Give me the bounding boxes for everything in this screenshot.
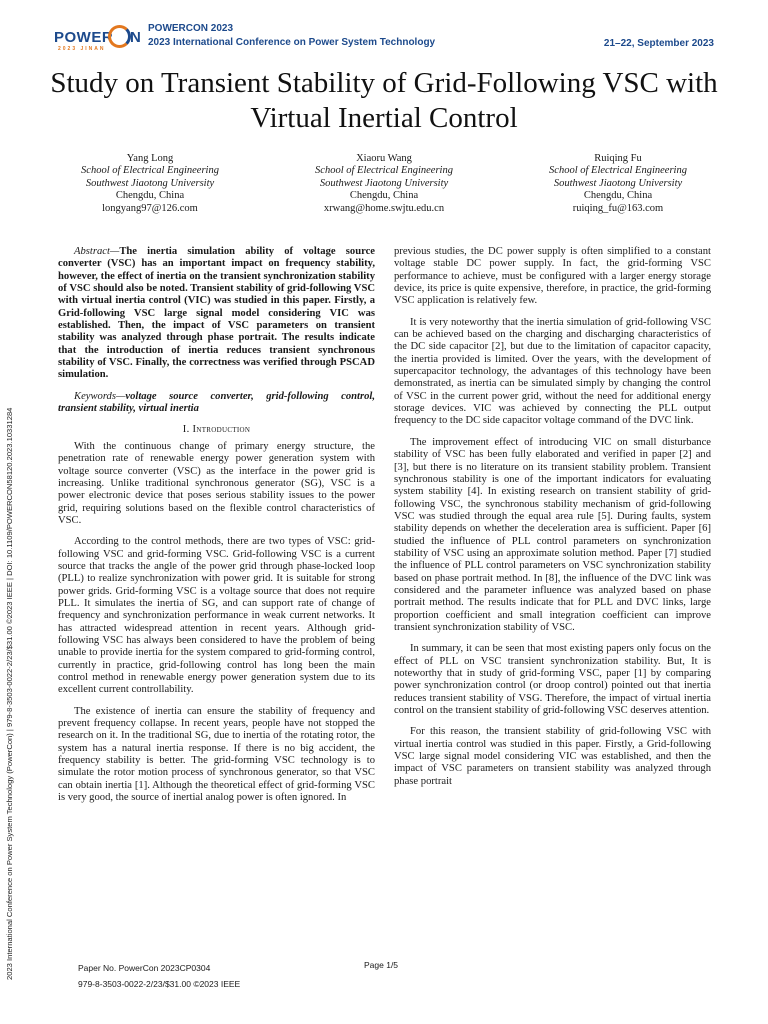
abstract-label: Abstract— bbox=[74, 246, 120, 257]
paragraph: For this reason, the transient stability of grid-following VSC with virtual inertia control was studied in this paper. Firstly, a Grid-following VSC large signal model considering VIC was established, and then the impact of VSC parameters on transient stability was analyzed through phase portrait bbox=[394, 726, 711, 787]
doi-side-note: 2023 International Conference on Power System Technology (PowerCon) | 979-8-3503-0022-2/23/$31.00 ©2023 IEEE | DOI: 10.1109/POWERCON58120.2023.10331284 bbox=[5, 407, 14, 980]
left-column bbox=[58, 246, 375, 813]
author-name: Xiaoru Wang bbox=[356, 153, 412, 164]
logo-ring-icon bbox=[108, 25, 131, 48]
right-column bbox=[394, 246, 711, 797]
author-3 bbox=[508, 153, 728, 215]
author-name: Ruiqing Fu bbox=[594, 153, 642, 164]
paragraph: The improvement effect of introducing VIC on small disturbance stability of VSC has been fully elaborated and verified in paper [2] and [3], but there is no literature on its transient stability problem. Transient synchronous stability is one of the important indicators for evaluating system stability [4]. In existing research on transient stability of grid-following VSC, the synchronous stability mechanism of grid-following VSC was studied through the equal area rule [5]. During faults, system stability depends on whether the deceleration area is sufficient. Paper [6] studied the influence of PLL control parameters on synchronization stability of VSC using an approximate solution method. Paper [7] studied the influence of PLL control parameters on VSC synchronization stability based on phase portrait method. In [8], the influence of the DVC link was considered and the parameter influence was analyzed based on phase portrait method. The results indicate that for PLL and DVC links, large proportion coefficient and small integration coefficient can improve transient synchronization stability of VSC. bbox=[394, 436, 711, 633]
logo-text-power: POWER bbox=[54, 29, 114, 46]
author-univ: Southwest Jiaotong University bbox=[553, 177, 683, 189]
isbn: 979-8-3503-0022-2/23/$31.00 ©2023 IEEE bbox=[78, 979, 241, 989]
paper-number: Paper No. PowerCon 2023CP0304 bbox=[78, 963, 211, 973]
author-dept: School of Electrical Engineering bbox=[315, 165, 453, 177]
conference-full-name: 2023 International Conference on Power System Technology bbox=[148, 37, 436, 48]
logo-subtext: 2023 JINAN bbox=[58, 46, 106, 52]
footer-left bbox=[78, 960, 240, 992]
paragraph: previous studies, the DC power supply is often simplified to a constant voltage stable DC power supply. In fact, the grid-forming VSC performance to achieve, must be configured with a larger energy storage device, its price is quite expensive, therefore, in practice, the grid-forming VSC application is relatively few. bbox=[394, 246, 711, 307]
author-univ: Southwest Jiaotong University bbox=[85, 177, 215, 189]
paragraph: The existence of inertia can ensure the stability of frequency and prevent frequency collapse. In recent years, people have not stopped the research on it. In the traditional SG, due to inertia of the rotating rotor, the system has a natural inertia response. If there is no big accident, the frequency stability is better. The grid-forming VSC technology is to simulate the rotor motion process of synchronous generator, so that VSC can obtain inertia [1]. Although the theoretical effect of grid-forming VSC is very good, the source of inertial analog power is often ignored. In bbox=[58, 705, 375, 804]
paper-title: Study on Transient Stability of Grid-Following VSC with Virtual Inertial Control bbox=[50, 67, 718, 134]
page-header bbox=[0, 0, 768, 64]
paragraph: In summary, it can be seen that most existing papers only focus on the effect of PLL on VSC transient synchronization stability. But, It is noteworthy that in study of grid-forming VSC, paper [1] by comparing power synchronization control (or droop control) pointed out that inertia reduces transient stability of VSG. Therefore, the impact of virtual inertia control on the transient stability of grid-following VSC deserves attention. bbox=[394, 643, 711, 717]
abstract-text: The inertia simulation ability of voltage source converter (VSC) has an important impact on frequency stability, however, the effect of inertia on the transient synchronization stability of VSC should also be noted. Transient stability of grid-following VSC with virtual inertia control (VIC) was studied in this paper. Firstly, a Grid-following VSC large signal model considering VIC was established. Then, the impact of VSC parameters on transient stability was analyzed through phase portrait. The results indicate that the introduction of inertia reduces transient synchronous stability of VSC. Finally, the correctness was verified through PSCAD simulation. bbox=[58, 246, 375, 381]
conference-date: 21–22, September 2023 bbox=[603, 38, 714, 49]
author-city: Chengdu, China bbox=[583, 190, 653, 202]
author-block bbox=[40, 153, 728, 223]
conference-name: POWERCON 2023 bbox=[148, 23, 234, 34]
paragraph: With the continuous change of primary energy structure, the penetration rate of renewable energy power generation system with voltage source converter (VSC) as the interface in the power grid is increasing. Unlike traditional synchronous generator (SG), VSC is a power electronic device that poses serious stability issues to the power grid, requiring solutions based on the flexible control characteristics of VSC. bbox=[58, 440, 375, 526]
abstract bbox=[58, 246, 375, 382]
section-heading-introduction: I. Introduction bbox=[182, 424, 251, 436]
keywords-label: Keywords— bbox=[74, 390, 126, 402]
author-email: xrwang@home.swjtu.edu.cn bbox=[323, 202, 445, 214]
author-email: longyang97@126.com bbox=[102, 202, 198, 214]
author-dept: School of Electrical Engineering bbox=[81, 165, 219, 177]
author-name: Yang Long bbox=[126, 153, 174, 164]
keywords-text: voltage source converter, grid-following control, transient stability, virtual inertia bbox=[58, 390, 375, 415]
author-city: Chengdu, China bbox=[115, 190, 185, 202]
author-univ: Southwest Jiaotong University bbox=[319, 177, 449, 189]
author-2 bbox=[274, 153, 494, 215]
page-number: Page 1/5 bbox=[364, 960, 399, 970]
keywords bbox=[58, 391, 375, 416]
author-email: ruiqing_fu@163.com bbox=[572, 202, 664, 214]
paragraph: It is very noteworthy that the inertia simulation of grid-following VSC can be achieved based on the charging and discharging characteristics of the DC side capacitor [2], but due to the limitation of capacitor capacity, the inertia provided is limited. Over the years, with the development of supercapacitor technology, the advantages of this technology have been demonstrated, as inertia can be simulated simply by changing the control of VSC in the current power grid, without the need for additional energy storage devices. VIC was achieved by connecting the PLL output frequency to the DC side capacitor voltage command of the DVC link. bbox=[394, 316, 711, 427]
author-1 bbox=[40, 153, 260, 215]
logo-text-n: N bbox=[130, 29, 141, 46]
powercon-logo bbox=[54, 24, 144, 50]
author-dept: School of Electrical Engineering bbox=[549, 165, 687, 177]
author-city: Chengdu, China bbox=[349, 190, 419, 202]
paragraph: According to the control methods, there are two types of VSC: grid-following VSC and grid-forming VSC. Grid-following VSC is a current source that tracks the angle of the power grid through phase-locked loop (PLL) to realize synchronization with power grid. It is suitable for strong power grids. Grid-forming VSC is a voltage source that does not require PLL. It simulates the inertia of SG, and can support rate of change of frequency and synchronization performance in weak current networks. It has attracted widespread attention in recent years. Although grid-following VSC has always been considered to have the problem of being unable to provide inertia for the system compared to grid-forming control, currently in practice, grid-following control has long been the main control method in renewable energy power generation system due to its excellent current controllability. bbox=[58, 536, 375, 696]
